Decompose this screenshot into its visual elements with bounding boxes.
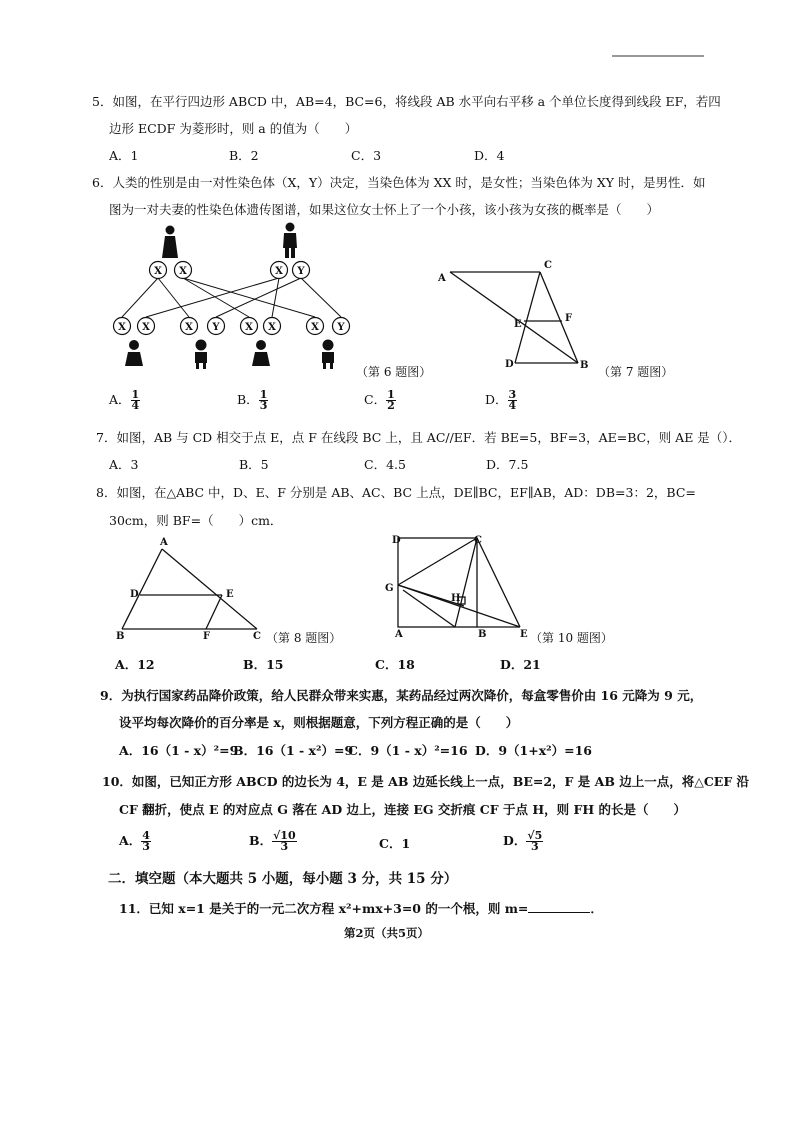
q10-option-c: C．1 bbox=[379, 836, 411, 851]
q6-option-b: B． $\frac{1}{3}$ bbox=[237, 388, 268, 412]
parent-chromosome: Y bbox=[297, 266, 305, 277]
child-chromosome: X bbox=[142, 322, 150, 333]
child-chromosome: X bbox=[268, 322, 276, 333]
q8-option-c: C．18 bbox=[375, 657, 415, 672]
q11-text: 11．已知 x=1 是关于的一元二次方程 x²+mx+3=0 的一个根，则 m= bbox=[119, 901, 529, 916]
q9-option-b: B．16（1 - x²）=9 bbox=[233, 743, 354, 758]
q6-option-d: D． $\frac{3}{4}$ bbox=[485, 388, 517, 412]
child-chromosome: X bbox=[311, 322, 319, 333]
q8-option-d: D．21 bbox=[500, 657, 541, 672]
child-chromosome: X bbox=[185, 322, 193, 333]
fig7-label-e: E bbox=[514, 319, 522, 330]
q9-option-a: A．16（1 - x）²=9 bbox=[119, 743, 239, 758]
fig10-label-h: H bbox=[451, 593, 461, 604]
q10-option-d: D． $\frac{√5}{3}$ bbox=[503, 829, 543, 853]
fig10-label-b: B bbox=[478, 629, 487, 640]
child-chromosome: Y bbox=[212, 322, 220, 333]
child-chromosome: X bbox=[245, 322, 253, 333]
q5-option-b: B．2 bbox=[229, 148, 259, 163]
fig7-caption: （第 7 题图） bbox=[598, 365, 674, 379]
q5-option-a: A．1 bbox=[109, 148, 139, 163]
fig8-caption: （第 8 题图） bbox=[266, 631, 342, 645]
parent-chromosome: X bbox=[275, 266, 283, 277]
child-chromosome: Y bbox=[337, 322, 345, 333]
q6-option-c: C． $\frac{1}{2}$ bbox=[364, 388, 395, 412]
q5-line2: 边形 ECDF 为菱形时，则 a 的值为（ ） bbox=[109, 121, 358, 136]
parent-chromosome: X bbox=[179, 266, 187, 277]
q8-line1: 8．如图，在△ABC 中，D、E、F 分别是 AB、AC、BC 上点，DE∥BC，EF∥AB，AD：DB=3：2，BC= bbox=[96, 485, 696, 500]
fig8-label-b: B bbox=[116, 631, 125, 642]
fig7-label-a: A bbox=[438, 273, 446, 284]
fig10-label-c: C bbox=[474, 535, 482, 546]
q11-answer-blank bbox=[528, 902, 590, 913]
q7-line1: 7．如图，AB 与 CD 相交于点 E，点 F 在线段 BC 上，且 AC//EF．若 BE=5，BF=3，AE=BC，则 AE 是（）． bbox=[96, 430, 742, 445]
fig6-caption: （第 6 题图） bbox=[356, 365, 432, 379]
fig8-label-e: E bbox=[226, 589, 234, 600]
q6-option-a: A． $\frac{1}{4}$ bbox=[109, 388, 140, 412]
q7-option-a: A．3 bbox=[109, 457, 139, 472]
q7-option-d: D．7.5 bbox=[486, 457, 529, 472]
fig10-caption: （第 10 题图） bbox=[530, 631, 613, 645]
q9-option-c: C．9（1 - x）²=16 bbox=[348, 743, 468, 758]
fig7-label-b: B bbox=[580, 360, 589, 371]
fig10-label-d: D bbox=[392, 535, 401, 546]
q11-line: 11．已知 x=1 是关于的一元二次方程 x²+mx+3=0 的一个根，则 m= ． bbox=[119, 901, 603, 916]
q5-line1: 5．如图，在平行四边形 ABCD 中，AB=4，BC=6，将线段 AB 水平向右平移 a 个单位长度得到线段 EF，若四 bbox=[92, 94, 721, 109]
q6-line1: 6．人类的性别是由一对性染色体（X，Y）决定，当染色体为 XX 时，是女性；当染色体为 XY 时，是男性．如 bbox=[92, 175, 706, 190]
fig10-label-g: G bbox=[385, 583, 394, 594]
q10-option-a: A． $\frac{4}{3}$ bbox=[119, 829, 150, 853]
q10-option-b: B． $\frac{√10}{3}$ bbox=[249, 829, 296, 853]
q8-option-a: A．12 bbox=[115, 657, 155, 672]
q8-line2: 30cm，则 BF=（ ）cm． bbox=[109, 513, 283, 528]
fig10-label-e: E bbox=[520, 629, 528, 640]
section2-title: 二．填空题（本大题共 5 小题，每小题 3 分，共 15 分） bbox=[108, 871, 458, 887]
q7-option-c: C．4.5 bbox=[364, 457, 406, 472]
q5-option-d: D．4 bbox=[474, 148, 505, 163]
fig7-label-d: D bbox=[505, 359, 514, 370]
parent-chromosome: X bbox=[154, 266, 162, 277]
fig8-label-a: A bbox=[160, 537, 168, 548]
q10-line1: 10．如图，已知正方形 ABCD 的边长为 4，E 是 AB 边延长线上一点，BE=2，F 是 AB 边上一点，将△CEF 沿 bbox=[102, 774, 750, 789]
fig7-label-f: F bbox=[565, 313, 573, 324]
fig8-label-c: C bbox=[253, 631, 261, 642]
page-footer: 第2页（共5页） bbox=[344, 926, 430, 940]
q8-option-b: B．15 bbox=[243, 657, 284, 672]
q9-option-d: D．9（1+x²）=16 bbox=[475, 743, 593, 758]
fig7-label-c: C bbox=[544, 260, 552, 271]
fig8-label-d: D bbox=[130, 589, 139, 600]
child-chromosome: X bbox=[118, 322, 126, 333]
q9-line2: 设平均每次降价的百分率是 x，则根据题意，下列方程正确的是（ ） bbox=[119, 715, 519, 730]
q10-line2: CF 翻折，使点 E 的对应点 G 落在 AD 边上，连接 EG 交折痕 CF 于点 H，则 FH 的长是（ ） bbox=[119, 802, 687, 817]
fig10-label-a: A bbox=[395, 629, 403, 640]
q5-option-c: C．3 bbox=[351, 148, 382, 163]
q6-line2: 图为一对夫妻的性染色体遗传图谱，如果这位女士怀上了一个小孩，该小孩为女孩的概率是（ ） bbox=[109, 202, 660, 217]
q7-option-b: B．5 bbox=[239, 457, 269, 472]
q9-line1: 9．为执行国家药品降价政策，给人民群众带来实惠，某药品经过两次降价，每盒零售价由 16 元降为 9 元， bbox=[100, 688, 703, 703]
fig8-label-f: F bbox=[203, 631, 211, 642]
